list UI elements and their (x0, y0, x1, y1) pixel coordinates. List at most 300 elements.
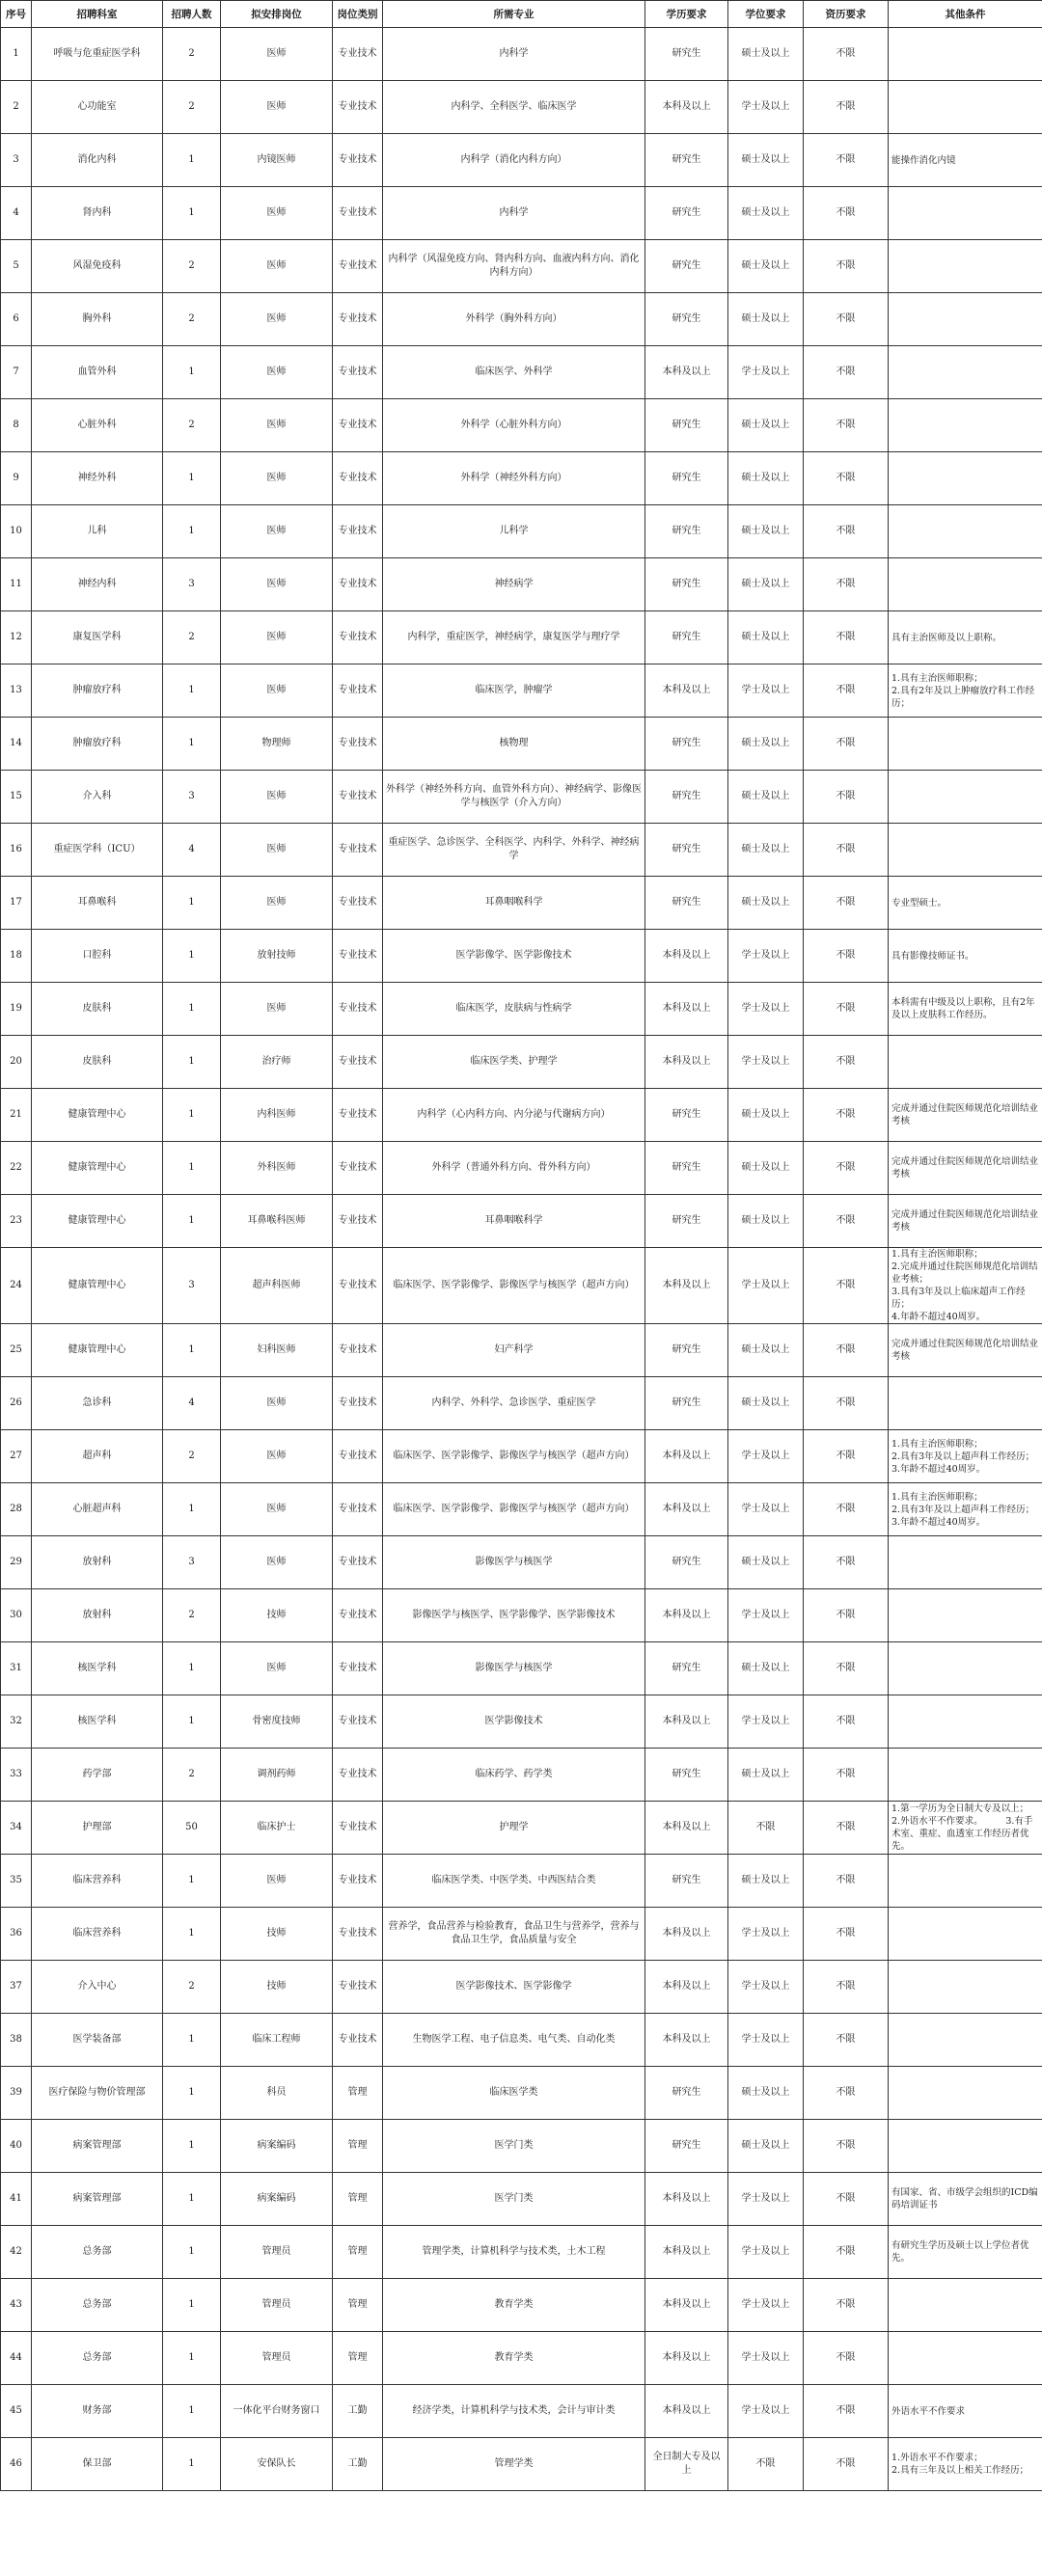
cell-position: 医师 (221, 877, 333, 930)
cell-experience: 不限 (804, 1749, 889, 1802)
cell-major: 生物医学工程、电子信息类、电气类、自动化类 (383, 2014, 645, 2067)
cell-degree: 硕士及以上 (728, 824, 804, 877)
cell-position: 病案编码 (221, 2173, 333, 2226)
cell-education: 研究生 (645, 611, 728, 664)
cell-major: 临床医学、外科学 (383, 346, 645, 399)
cell-position: 医师 (221, 983, 333, 1036)
table-row (1, 1036, 1042, 1089)
cell-position: 技师 (221, 1908, 333, 1961)
cell-index: 29 (1, 1536, 32, 1589)
cell-department: 药学部 (32, 1749, 163, 1802)
cell-position: 妇科医师 (221, 1324, 333, 1377)
cell-department: 肿瘤放疗科 (32, 718, 163, 771)
cell-headcount: 1 (163, 187, 221, 240)
cell-major: 内科学，重症医学，神经病学，康复医学与理疗学 (383, 611, 645, 664)
cell-education: 本科及以上 (645, 2279, 728, 2332)
cell-category: 专业技术 (333, 1589, 383, 1642)
cell-experience: 不限 (804, 81, 889, 134)
cell-headcount: 1 (163, 1642, 221, 1695)
cell-experience: 不限 (804, 1961, 889, 2014)
cell-other: 完成并通过住院医师规范化培训结业考核 (889, 1195, 1042, 1248)
cell-category: 专业技术 (333, 505, 383, 558)
cell-degree: 硕士及以上 (728, 1377, 804, 1430)
cell-headcount: 2 (163, 1589, 221, 1642)
table-row (1, 1377, 1042, 1430)
cell-index: 16 (1, 824, 32, 877)
table-row (1, 240, 1042, 293)
cell-index: 1 (1, 28, 32, 81)
cell-headcount: 1 (163, 877, 221, 930)
cell-degree: 硕士及以上 (728, 1536, 804, 1589)
cell-department: 医疗保险与物价管理部 (32, 2067, 163, 2120)
table-body (1, 28, 1042, 2491)
cell-position: 医师 (221, 1483, 333, 1536)
cell-education: 研究生 (645, 2120, 728, 2173)
cell-other (889, 1377, 1042, 1430)
cell-experience: 不限 (804, 930, 889, 983)
cell-education: 研究生 (645, 28, 728, 81)
cell-headcount: 3 (163, 1248, 221, 1324)
cell-experience: 不限 (804, 293, 889, 346)
cell-department: 临床营养科 (32, 1855, 163, 1908)
cell-index: 41 (1, 2173, 32, 2226)
cell-position: 骨密度技师 (221, 1695, 333, 1749)
cell-position: 内镜医师 (221, 134, 333, 187)
cell-education: 研究生 (645, 1195, 728, 1248)
cell-other: 1.具有主治医师职称； 2.具有2年及以上肿瘤放疗科工作经历； (889, 664, 1042, 718)
cell-experience: 不限 (804, 2332, 889, 2385)
cell-category: 专业技术 (333, 1642, 383, 1695)
cell-department: 皮肤科 (32, 1036, 163, 1089)
cell-education: 研究生 (645, 1142, 728, 1195)
cell-category: 专业技术 (333, 771, 383, 824)
table-row (1, 187, 1042, 240)
cell-category: 专业技术 (333, 346, 383, 399)
cell-department: 健康管理中心 (32, 1324, 163, 1377)
cell-degree: 学士及以上 (728, 346, 804, 399)
cell-education: 研究生 (645, 1089, 728, 1142)
cell-position: 医师 (221, 452, 333, 505)
cell-experience: 不限 (804, 134, 889, 187)
table-row (1, 1324, 1042, 1377)
cell-index: 10 (1, 505, 32, 558)
cell-education: 研究生 (645, 1749, 728, 1802)
cell-index: 5 (1, 240, 32, 293)
cell-major: 内科学、外科学、急诊医学、重症医学 (383, 1377, 645, 1430)
cell-headcount: 1 (163, 718, 221, 771)
cell-index: 32 (1, 1695, 32, 1749)
cell-position: 外科医师 (221, 1142, 333, 1195)
cell-experience: 不限 (804, 1483, 889, 1536)
cell-education: 研究生 (645, 399, 728, 452)
cell-experience: 不限 (804, 983, 889, 1036)
cell-position: 医师 (221, 399, 333, 452)
cell-index: 37 (1, 1961, 32, 2014)
cell-headcount: 1 (163, 1908, 221, 1961)
cell-position: 病案编码 (221, 2120, 333, 2173)
cell-index: 45 (1, 2385, 32, 2438)
cell-degree: 学士及以上 (728, 1908, 804, 1961)
cell-department: 病案管理部 (32, 2173, 163, 2226)
cell-category: 专业技术 (333, 558, 383, 611)
cell-department: 口腔科 (32, 930, 163, 983)
cell-degree: 硕士及以上 (728, 718, 804, 771)
cell-degree: 硕士及以上 (728, 877, 804, 930)
cell-degree: 硕士及以上 (728, 28, 804, 81)
cell-headcount: 1 (163, 2385, 221, 2438)
cell-category: 管理 (333, 2067, 383, 2120)
header-experience: 资历要求 (804, 1, 889, 28)
table-row (1, 2173, 1042, 2226)
cell-position: 治疗师 (221, 1036, 333, 1089)
cell-position: 医师 (221, 1430, 333, 1483)
cell-headcount: 1 (163, 2014, 221, 2067)
cell-other (889, 1961, 1042, 2014)
cell-department: 护理部 (32, 1802, 163, 1855)
cell-headcount: 2 (163, 611, 221, 664)
cell-position: 科员 (221, 2067, 333, 2120)
cell-experience: 不限 (804, 505, 889, 558)
cell-major: 影像医学与核医学、医学影像学、医学影像技术 (383, 1589, 645, 1642)
cell-experience: 不限 (804, 1142, 889, 1195)
cell-other (889, 1536, 1042, 1589)
cell-major: 外科学（神经外科方向、血管外科方向）、神经病学、影像医学与核医学（介入方向） (383, 771, 645, 824)
cell-department: 肿瘤放疗科 (32, 664, 163, 718)
cell-major: 内科学 (383, 187, 645, 240)
cell-headcount: 1 (163, 134, 221, 187)
cell-index: 9 (1, 452, 32, 505)
header-category: 岗位类别 (333, 1, 383, 28)
cell-other: 1.具有主治医师职称； 2.具有3年及以上超声科工作经历； 3.年龄不超过40周岁。 (889, 1430, 1042, 1483)
table-row (1, 983, 1042, 1036)
cell-other: 1.具有主治医师职称； 2.具有3年及以上超声科工作经历； 3.年龄不超过40周岁。 (889, 1483, 1042, 1536)
cell-education: 本科及以上 (645, 1589, 728, 1642)
cell-department: 放射科 (32, 1536, 163, 1589)
cell-other: 外语水平不作要求 (889, 2385, 1042, 2438)
cell-experience: 不限 (804, 1324, 889, 1377)
table-row (1, 1483, 1042, 1536)
cell-degree: 硕士及以上 (728, 1089, 804, 1142)
table-row (1, 1089, 1042, 1142)
cell-major: 儿科学 (383, 505, 645, 558)
table-row (1, 1908, 1042, 1961)
cell-index: 21 (1, 1089, 32, 1142)
table-row (1, 2120, 1042, 2173)
cell-education: 研究生 (645, 187, 728, 240)
table-row (1, 877, 1042, 930)
cell-experience: 不限 (804, 1802, 889, 1855)
header-row (1, 1, 1042, 28)
cell-other (889, 1749, 1042, 1802)
cell-position: 医师 (221, 1642, 333, 1695)
cell-position: 超声科医师 (221, 1248, 333, 1324)
cell-other (889, 81, 1042, 134)
cell-department: 总务部 (32, 2332, 163, 2385)
cell-index: 12 (1, 611, 32, 664)
cell-department: 神经外科 (32, 452, 163, 505)
cell-other (889, 1589, 1042, 1642)
cell-degree: 学士及以上 (728, 1589, 804, 1642)
header-major: 所需专业 (383, 1, 645, 28)
table-row (1, 452, 1042, 505)
table-row (1, 2438, 1042, 2491)
cell-major: 内科学（心内科方向、内分泌与代谢病方向） (383, 1089, 645, 1142)
cell-degree: 硕士及以上 (728, 505, 804, 558)
cell-category: 管理 (333, 2279, 383, 2332)
header-department: 招聘科室 (32, 1, 163, 28)
cell-position: 一体化平台财务窗口 (221, 2385, 333, 2438)
cell-index: 23 (1, 1195, 32, 1248)
cell-headcount: 1 (163, 1324, 221, 1377)
cell-category: 专业技术 (333, 1248, 383, 1324)
cell-major: 临床医学类、中医学类、中西医结合类 (383, 1855, 645, 1908)
cell-experience: 不限 (804, 2385, 889, 2438)
cell-headcount: 3 (163, 558, 221, 611)
cell-category: 专业技术 (333, 1695, 383, 1749)
table-row (1, 346, 1042, 399)
table-row (1, 771, 1042, 824)
cell-experience: 不限 (804, 558, 889, 611)
cell-category: 专业技术 (333, 1749, 383, 1802)
cell-category: 专业技术 (333, 134, 383, 187)
cell-degree: 学士及以上 (728, 81, 804, 134)
cell-index: 15 (1, 771, 32, 824)
cell-education: 研究生 (645, 1377, 728, 1430)
cell-headcount: 2 (163, 81, 221, 134)
cell-degree: 学士及以上 (728, 2173, 804, 2226)
header-education: 学历要求 (645, 1, 728, 28)
cell-education: 本科及以上 (645, 1430, 728, 1483)
cell-degree: 学士及以上 (728, 1483, 804, 1536)
cell-major: 外科学（普通外科方向、骨外科方向） (383, 1142, 645, 1195)
cell-position: 物理师 (221, 718, 333, 771)
table-row (1, 1855, 1042, 1908)
cell-department: 介入科 (32, 771, 163, 824)
table-row (1, 1248, 1042, 1324)
cell-degree: 硕士及以上 (728, 1324, 804, 1377)
cell-position: 医师 (221, 771, 333, 824)
table-row (1, 1142, 1042, 1195)
cell-headcount: 1 (163, 930, 221, 983)
cell-major: 影像医学与核医学 (383, 1536, 645, 1589)
cell-major: 内科学、全科医学、临床医学 (383, 81, 645, 134)
cell-headcount: 2 (163, 1749, 221, 1802)
cell-education: 本科及以上 (645, 2014, 728, 2067)
cell-category: 专业技术 (333, 1089, 383, 1142)
cell-experience: 不限 (804, 2438, 889, 2491)
cell-other: 1.第一学历为全日制大专及以上； 2.外语水平不作要求。 3.有手术室、重症、血透室工作经历者优先。 (889, 1802, 1042, 1855)
cell-headcount: 2 (163, 293, 221, 346)
cell-department: 放射科 (32, 1589, 163, 1642)
cell-other (889, 1036, 1042, 1089)
cell-index: 27 (1, 1430, 32, 1483)
cell-experience: 不限 (804, 1430, 889, 1483)
cell-department: 急诊科 (32, 1377, 163, 1430)
cell-position: 医师 (221, 505, 333, 558)
cell-category: 专业技术 (333, 824, 383, 877)
cell-other (889, 718, 1042, 771)
table-row (1, 1195, 1042, 1248)
cell-department: 心脏外科 (32, 399, 163, 452)
cell-major: 临床医学、医学影像学、影像医学与核医学（超声方向） (383, 1430, 645, 1483)
cell-other: 1.外语水平不作要求； 2.具有三年及以上相关工作经历； (889, 2438, 1042, 2491)
table-row (1, 2014, 1042, 2067)
cell-headcount: 4 (163, 824, 221, 877)
cell-position: 医师 (221, 28, 333, 81)
cell-headcount: 4 (163, 1377, 221, 1430)
cell-other: 专业型硕士。 (889, 877, 1042, 930)
cell-experience: 不限 (804, 2173, 889, 2226)
cell-department: 保卫部 (32, 2438, 163, 2491)
table-row (1, 1536, 1042, 1589)
cell-degree: 硕士及以上 (728, 1195, 804, 1248)
cell-major: 内科学（风湿免疫方向、肾内科方向、血液内科方向、消化内科方向） (383, 240, 645, 293)
cell-index: 38 (1, 2014, 32, 2067)
table-row (1, 1695, 1042, 1749)
cell-major: 临床医学，肿瘤学 (383, 664, 645, 718)
cell-index: 6 (1, 293, 32, 346)
cell-headcount: 1 (163, 2067, 221, 2120)
cell-index: 2 (1, 81, 32, 134)
cell-department: 儿科 (32, 505, 163, 558)
cell-index: 40 (1, 2120, 32, 2173)
cell-headcount: 1 (163, 452, 221, 505)
cell-category: 专业技术 (333, 187, 383, 240)
cell-category: 专业技术 (333, 877, 383, 930)
table-row (1, 2279, 1042, 2332)
table-row (1, 664, 1042, 718)
cell-position: 管理员 (221, 2279, 333, 2332)
cell-experience: 不限 (804, 1589, 889, 1642)
cell-experience: 不限 (804, 2014, 889, 2067)
cell-education: 研究生 (645, 1642, 728, 1695)
cell-category: 专业技术 (333, 611, 383, 664)
cell-education: 本科及以上 (645, 930, 728, 983)
cell-position: 医师 (221, 824, 333, 877)
cell-major: 经济学类，计算机科学与技术类，会计与审计类 (383, 2385, 645, 2438)
header-degree: 学位要求 (728, 1, 804, 28)
cell-headcount: 1 (163, 983, 221, 1036)
cell-education: 本科及以上 (645, 2385, 728, 2438)
cell-major: 外科学（胸外科方向） (383, 293, 645, 346)
cell-degree: 硕士及以上 (728, 1642, 804, 1695)
cell-index: 35 (1, 1855, 32, 1908)
cell-category: 专业技术 (333, 1802, 383, 1855)
cell-other (889, 240, 1042, 293)
cell-position: 医师 (221, 611, 333, 664)
cell-degree: 硕士及以上 (728, 558, 804, 611)
cell-degree: 硕士及以上 (728, 187, 804, 240)
cell-degree: 硕士及以上 (728, 240, 804, 293)
cell-experience: 不限 (804, 877, 889, 930)
cell-degree: 硕士及以上 (728, 399, 804, 452)
cell-experience: 不限 (804, 399, 889, 452)
table-row (1, 1749, 1042, 1802)
cell-other (889, 558, 1042, 611)
cell-category: 专业技术 (333, 1324, 383, 1377)
cell-education: 本科及以上 (645, 1248, 728, 1324)
cell-position: 内科医师 (221, 1089, 333, 1142)
cell-degree: 学士及以上 (728, 2332, 804, 2385)
cell-major: 临床医学类 (383, 2067, 645, 2120)
cell-other (889, 824, 1042, 877)
cell-major: 医学影像技术 (383, 1695, 645, 1749)
cell-degree: 硕士及以上 (728, 1855, 804, 1908)
cell-major: 影像医学与核医学 (383, 1642, 645, 1695)
cell-position: 医师 (221, 1536, 333, 1589)
cell-index: 18 (1, 930, 32, 983)
table-row (1, 134, 1042, 187)
cell-position: 医师 (221, 293, 333, 346)
cell-degree: 学士及以上 (728, 2279, 804, 2332)
cell-education: 研究生 (645, 824, 728, 877)
table-row (1, 1589, 1042, 1642)
cell-other (889, 293, 1042, 346)
cell-major: 管理学类，计算机科学与技术类，土木工程 (383, 2226, 645, 2279)
cell-degree: 学士及以上 (728, 1695, 804, 1749)
cell-other (889, 1855, 1042, 1908)
cell-category: 工勤 (333, 2438, 383, 2491)
cell-position: 医师 (221, 81, 333, 134)
cell-headcount: 1 (163, 1036, 221, 1089)
cell-education: 研究生 (645, 718, 728, 771)
cell-other (889, 771, 1042, 824)
cell-education: 全日制大专及以上 (645, 2438, 728, 2491)
cell-experience: 不限 (804, 824, 889, 877)
cell-other (889, 1908, 1042, 1961)
cell-position: 调剂药师 (221, 1749, 333, 1802)
cell-experience: 不限 (804, 718, 889, 771)
cell-major: 医学门类 (383, 2120, 645, 2173)
cell-degree: 学士及以上 (728, 1430, 804, 1483)
cell-department: 心脏超声科 (32, 1483, 163, 1536)
cell-category: 专业技术 (333, 1961, 383, 2014)
cell-position: 医师 (221, 558, 333, 611)
cell-education: 研究生 (645, 1855, 728, 1908)
cell-index: 19 (1, 983, 32, 1036)
cell-department: 健康管理中心 (32, 1089, 163, 1142)
cell-education: 本科及以上 (645, 2226, 728, 2279)
cell-position: 管理员 (221, 2332, 333, 2385)
cell-position: 医师 (221, 346, 333, 399)
cell-education: 研究生 (645, 877, 728, 930)
cell-department: 医学装备部 (32, 2014, 163, 2067)
cell-degree: 硕士及以上 (728, 611, 804, 664)
cell-department: 心功能室 (32, 81, 163, 134)
cell-index: 46 (1, 2438, 32, 2491)
cell-department: 健康管理中心 (32, 1195, 163, 1248)
table-row (1, 2226, 1042, 2279)
cell-other: 具有影像技师证书。 (889, 930, 1042, 983)
cell-category: 管理 (333, 2173, 383, 2226)
cell-department: 临床营养科 (32, 1908, 163, 1961)
cell-degree: 学士及以上 (728, 2014, 804, 2067)
cell-experience: 不限 (804, 771, 889, 824)
cell-experience: 不限 (804, 2226, 889, 2279)
cell-headcount: 1 (163, 346, 221, 399)
cell-education: 本科及以上 (645, 664, 728, 718)
cell-department: 介入中心 (32, 1961, 163, 2014)
cell-education: 研究生 (645, 1324, 728, 1377)
table-row (1, 930, 1042, 983)
cell-category: 专业技术 (333, 1483, 383, 1536)
cell-position: 医师 (221, 240, 333, 293)
cell-headcount: 1 (163, 1142, 221, 1195)
cell-education: 本科及以上 (645, 1695, 728, 1749)
header-index: 序号 (1, 1, 32, 28)
table-row (1, 558, 1042, 611)
cell-degree: 学士及以上 (728, 1248, 804, 1324)
